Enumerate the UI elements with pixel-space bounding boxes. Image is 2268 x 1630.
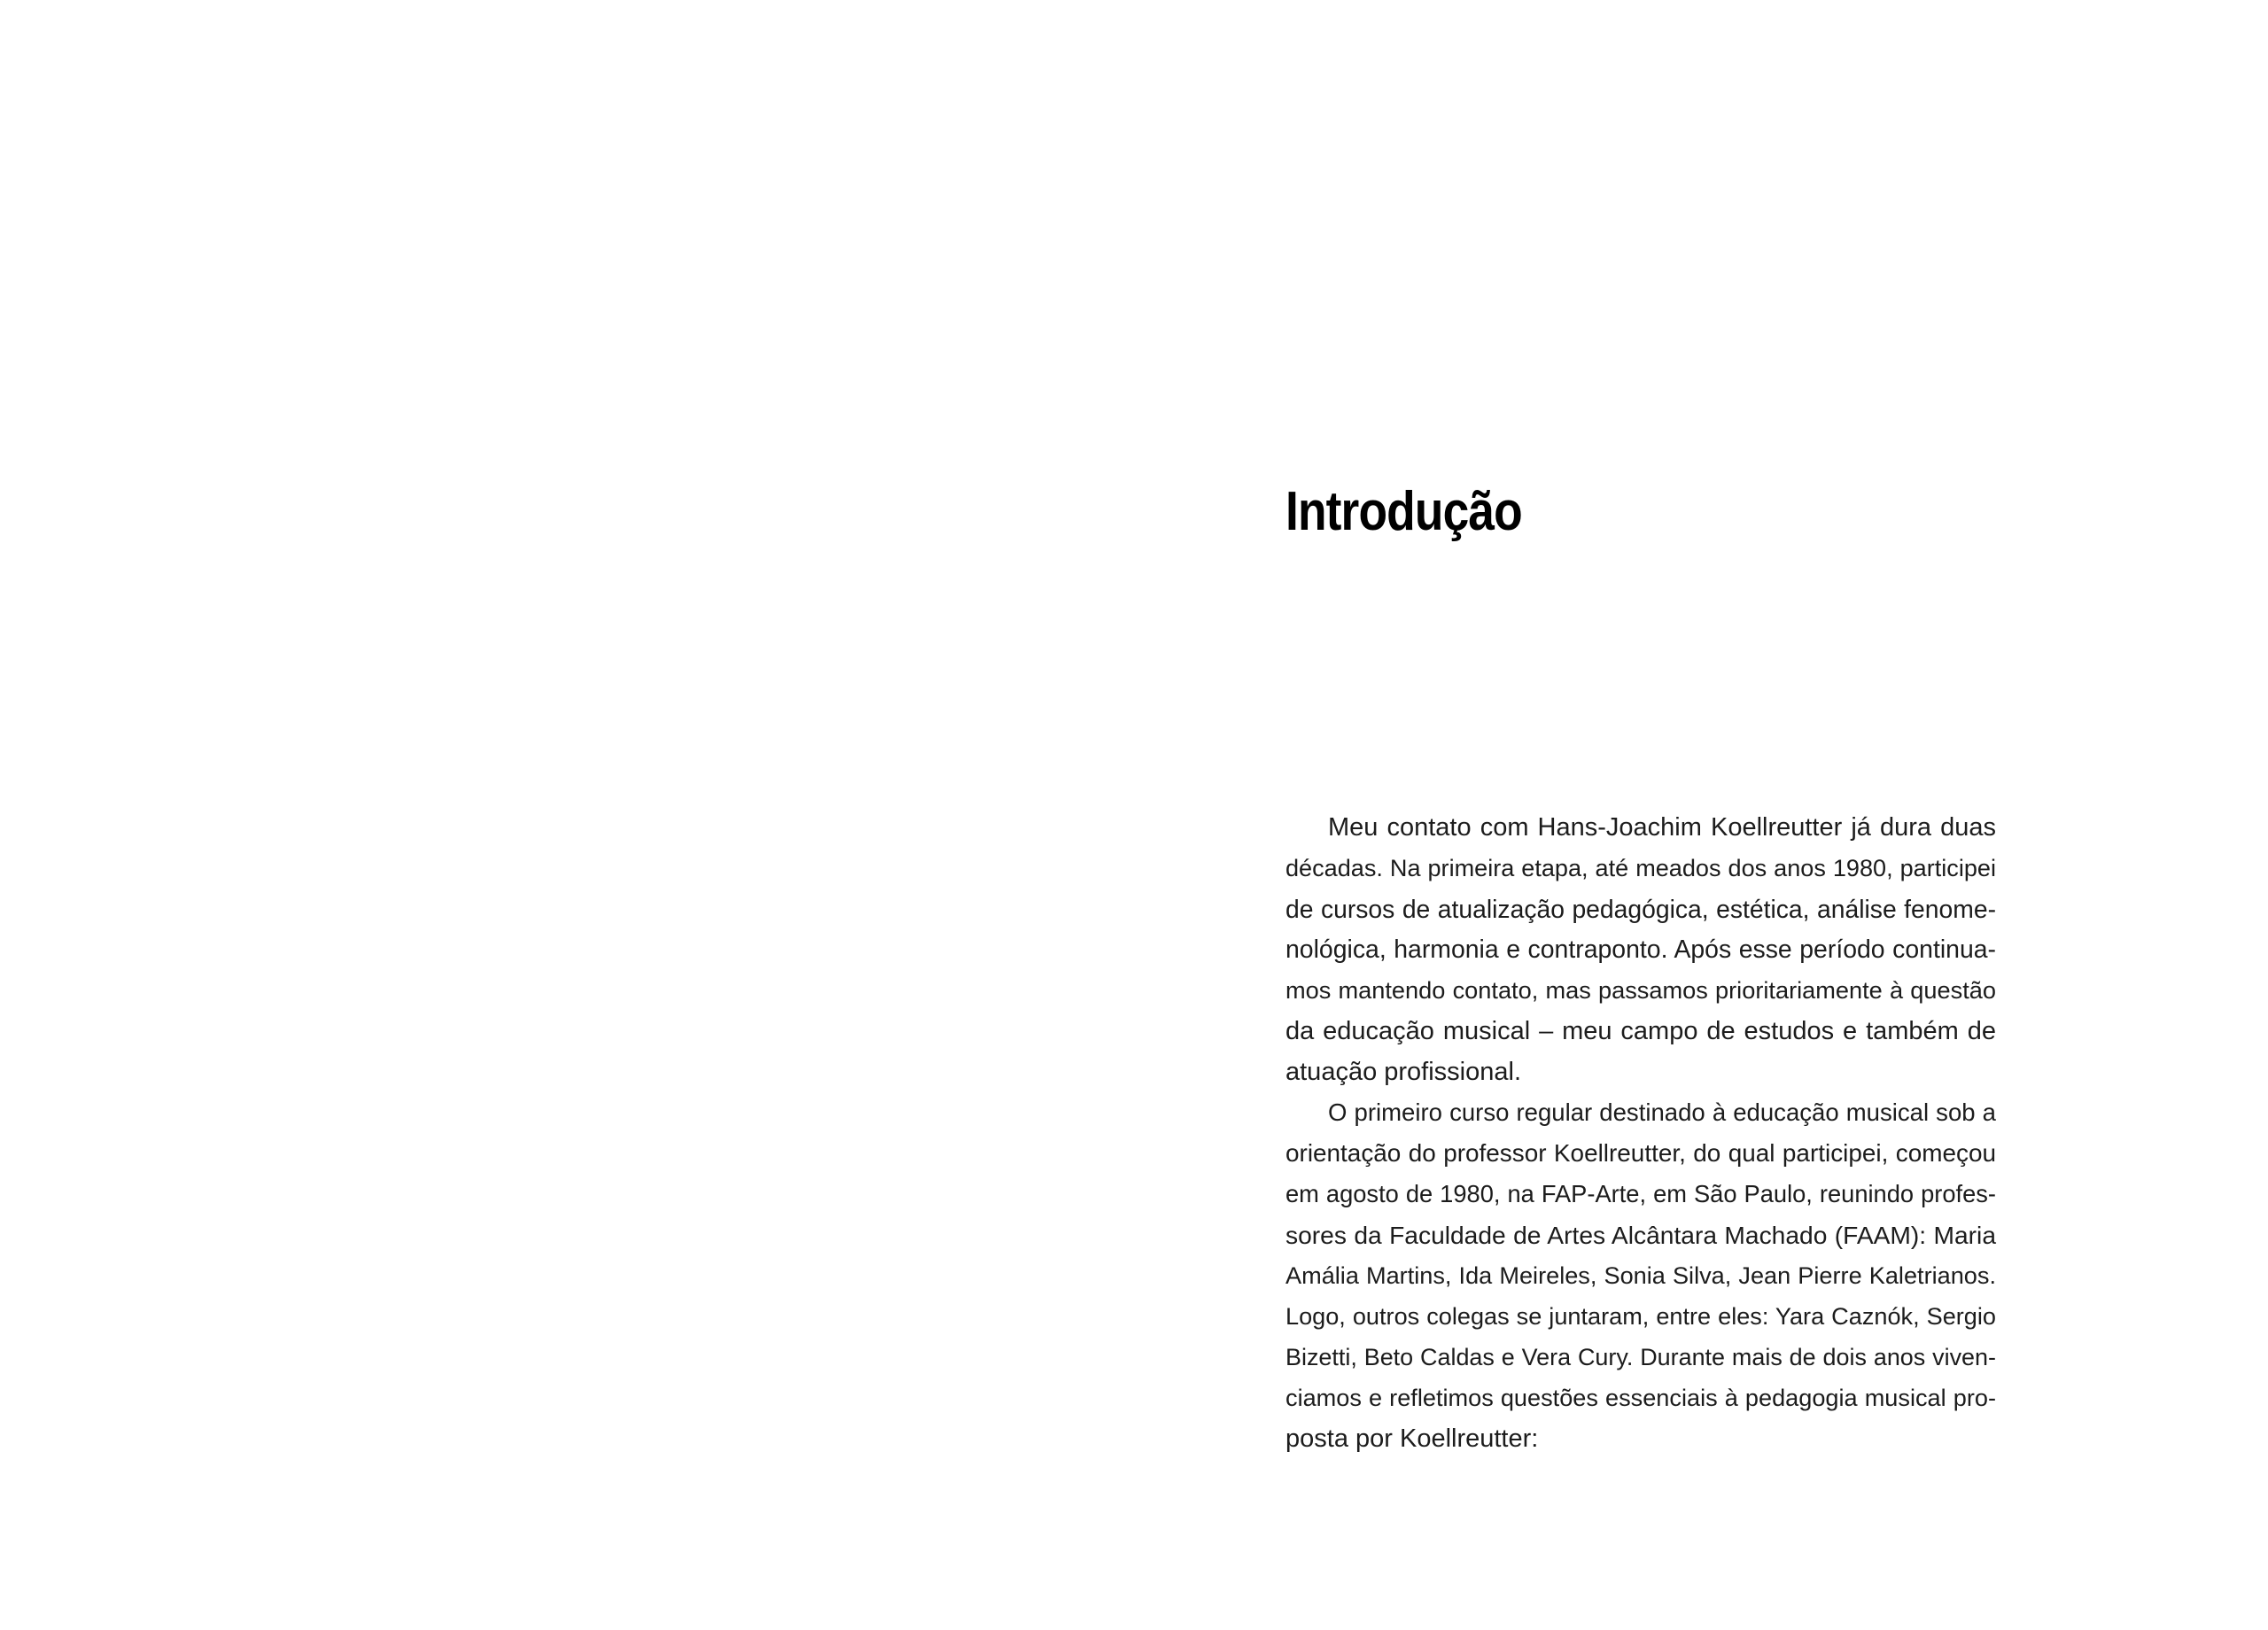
text-line: Meu contato com Hans-Joachim Koellreutter já dura duas (1328, 813, 1996, 842)
text-line: mos mantendo contato, mas passamos prioritariamente à questão (1285, 976, 1996, 1004)
text-line: O primeiro curso regular destinado à educação musical sob a (1328, 1098, 1996, 1126)
text-line: em agosto de 1980, na FAP-Arte, em São Paulo, reunindo profes- (1285, 1180, 1996, 1207)
right-page (1285, 0, 1996, 1630)
text-line: posta por Koellreutter: (1285, 1424, 1539, 1453)
text-line: nológica, harmonia e contraponto. Após esse período continua- (1285, 935, 1996, 964)
body-text (1285, 807, 1996, 1459)
text-line: de cursos de atualização pedagógica, estética, análise fenome- (1285, 895, 1996, 923)
text-line: Amália Martins, Ida Meireles, Sonia Silva, Jean Pierre Kaletrianos. (1285, 1261, 1996, 1289)
chapter-title: Introdução (1285, 481, 1522, 542)
text-line: Bizetti, Beto Caldas e Vera Cury. Durante mais de dois anos viven- (1285, 1344, 1996, 1370)
text-line: Logo, outros colegas se juntaram, entre eles: Yara Caznók, Sergio (1285, 1302, 1996, 1330)
text-line: décadas. Na primeira etapa, até meados dos anos 1980, participei (1285, 854, 1996, 881)
text-line: da educação musical – meu campo de estudos e também de (1285, 1017, 1996, 1045)
text-line: atuação profissional. (1285, 1058, 1521, 1086)
text-line: sores da Faculdade de Artes Alcântara Machado (FAAM): Maria (1285, 1221, 1996, 1249)
text-line: ciamos e refletimos questões essenciais à pedagogia musical pro- (1285, 1384, 1996, 1411)
text-line: orientação do professor Koellreutter, do qual participei, começou (1285, 1139, 1996, 1167)
